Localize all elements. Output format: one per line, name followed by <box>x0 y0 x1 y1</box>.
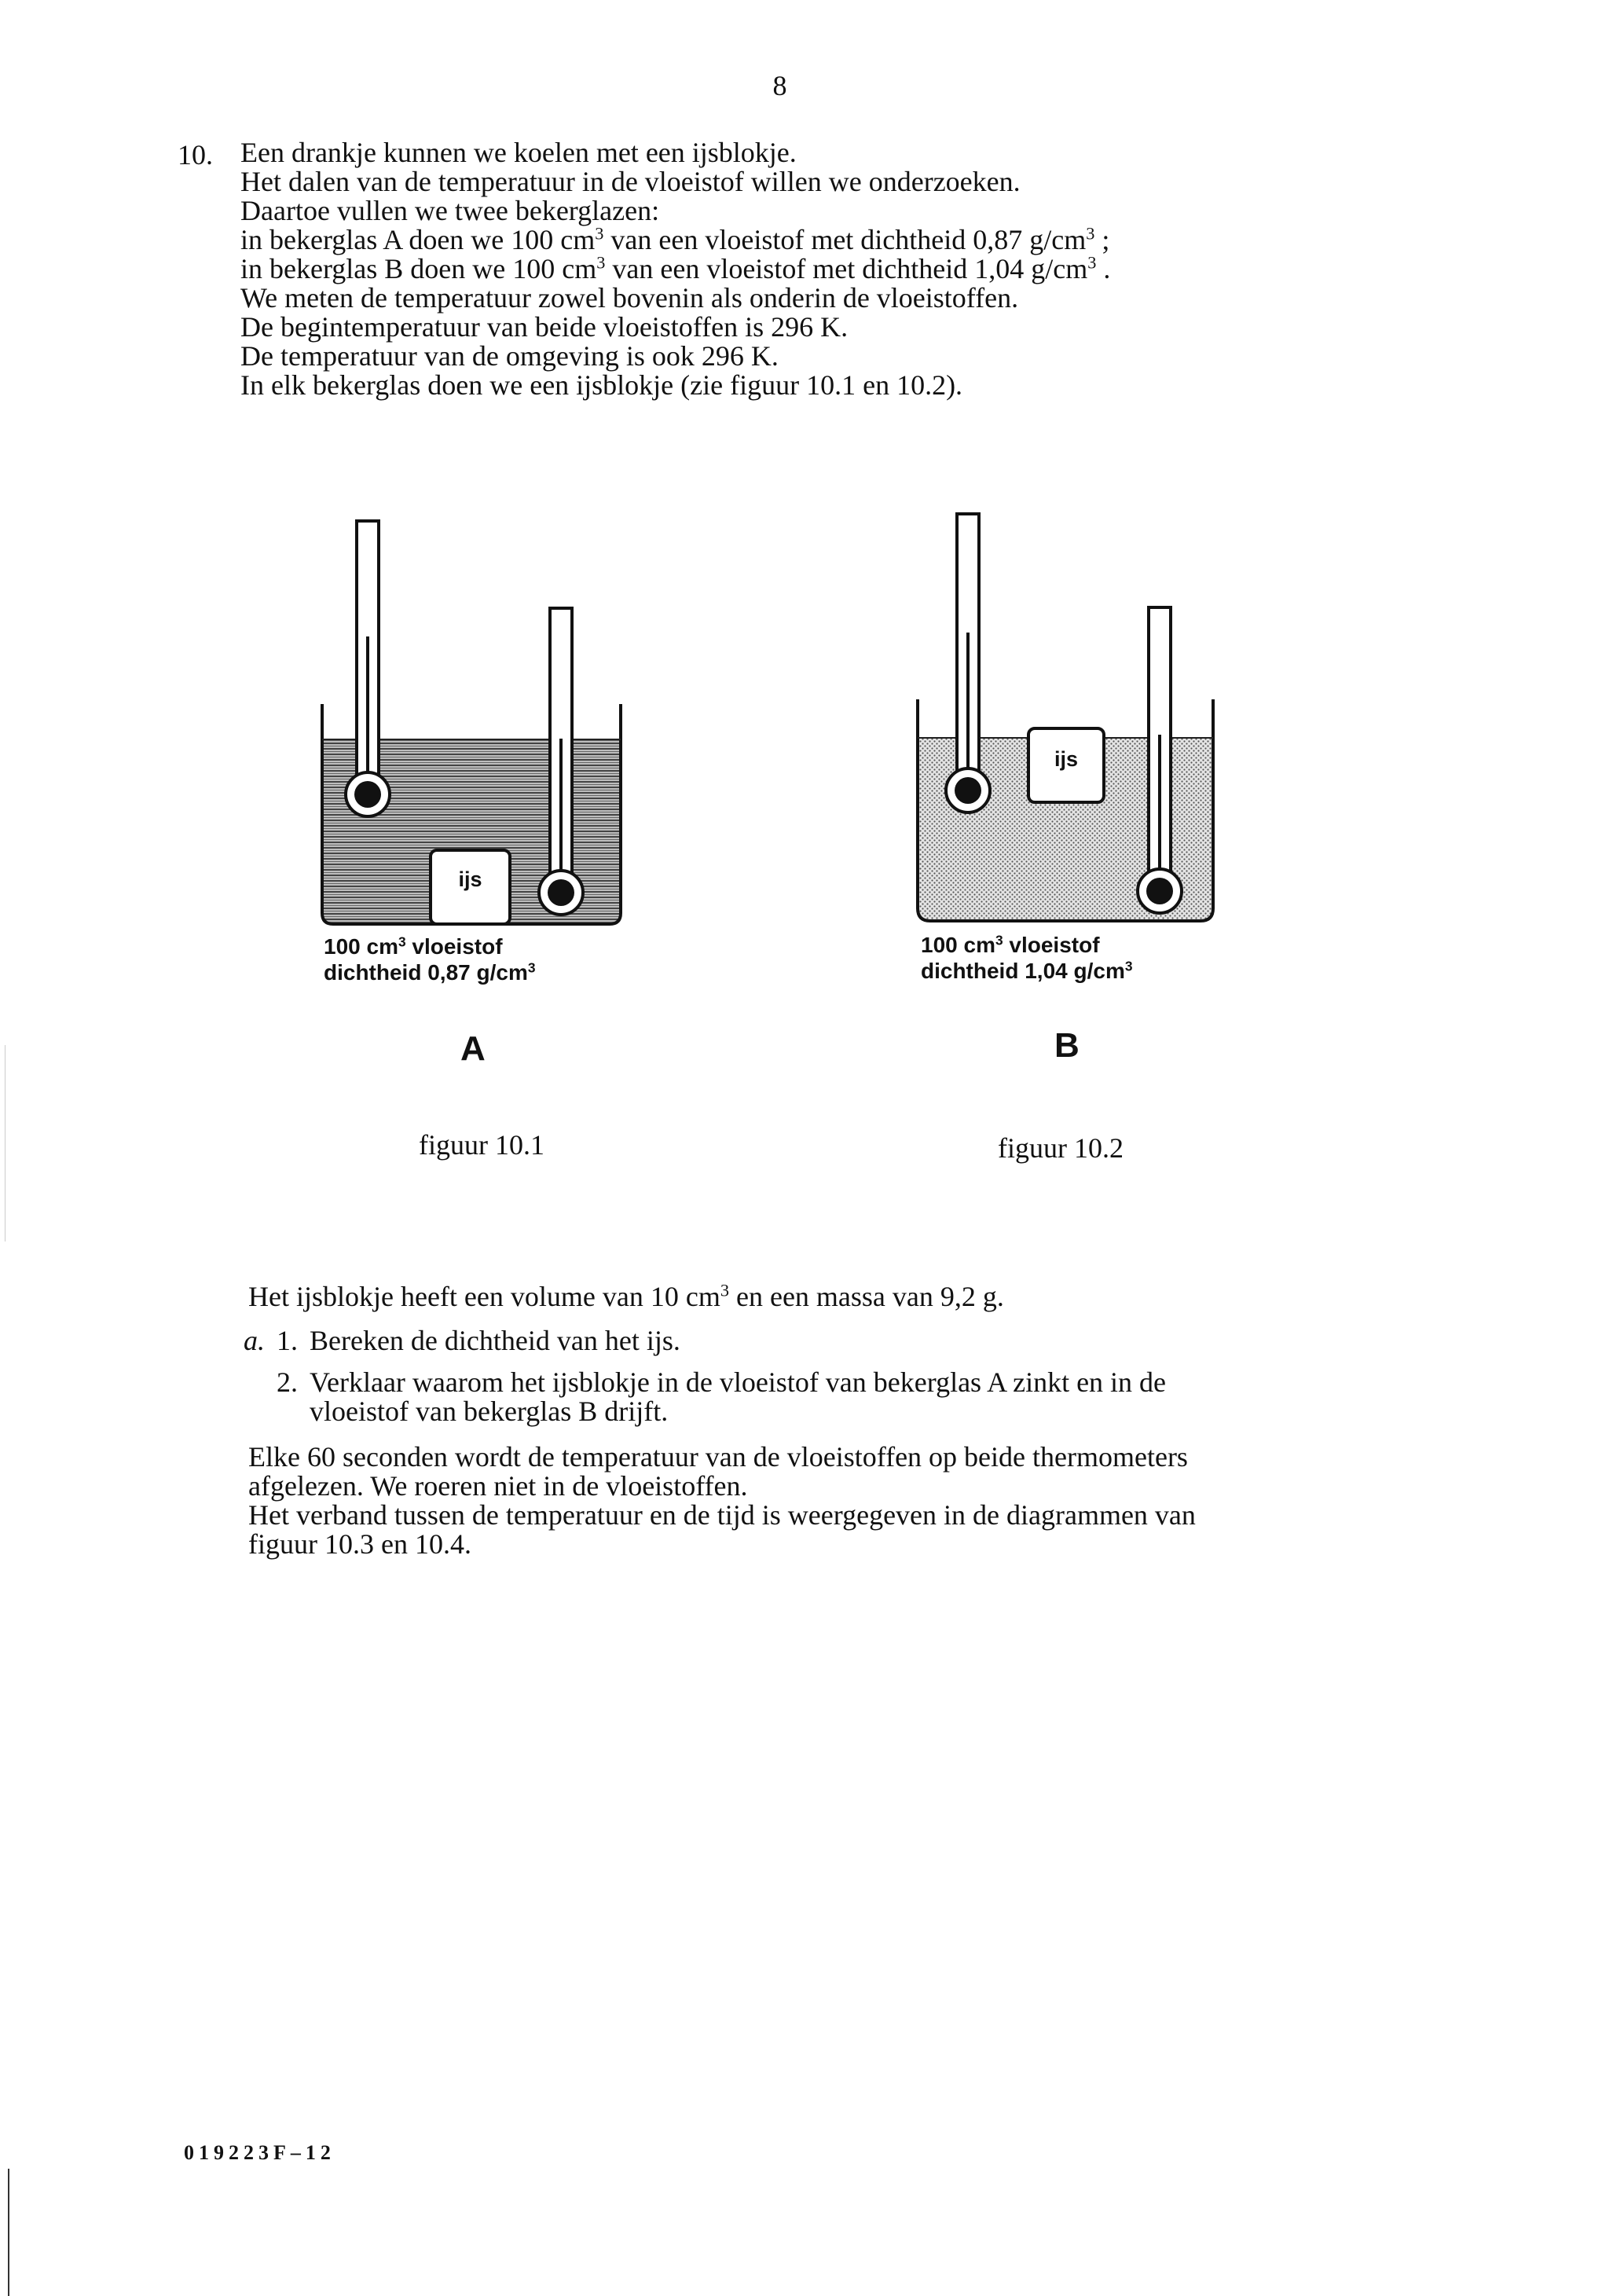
item-2-line-1: Verklaar waarom het ijsblokje in de vloeistof van bekerglas A zinkt en in de <box>310 1366 1167 1398</box>
figure-a-density: dichtheid 0,87 $g/cm^3$ <box>324 959 536 985</box>
intro-line: Een drankje kunnen we koelen met een ijsblokje. <box>240 137 797 168</box>
figure-a-legend <box>324 933 536 985</box>
question-number: 10. <box>178 139 213 171</box>
intro-line: in bekerglas A doen we 100 $cm^3$ van een vloeistof met dichtheid 0,87 $g/cm^3$ ; <box>240 223 1110 255</box>
intro-line: Het dalen van de temperatuur in de vloeistof willen we onderzoeken. <box>240 166 1021 197</box>
item-1-text: Bereken de dichtheid van het ijs. <box>310 1325 680 1356</box>
ice-info: Het ijsblokje heeft een volume van 10 $cm^3$ en een massa van 9,2 g. <box>248 1280 1004 1312</box>
intro-line: in bekerglas B doen we 100 $cm^3$ van een vloeistof met dichtheid 1,04 $g/cm^3$ . <box>240 252 1111 284</box>
beaker-a <box>322 521 621 924</box>
intro-line: We meten de temperatuur zowel bovenin als onderin de vloeistoffen. <box>240 282 1019 314</box>
part-letter: a. <box>244 1325 265 1356</box>
figure-a-volume: 100 $cm^3$ vloeistof <box>324 933 503 959</box>
closing-line: Elke 60 seconden wordt de temperatuur van de vloeistoffen op beide thermometers <box>248 1441 1188 1473</box>
figure-b-caption: figuur 10.2 <box>998 1132 1124 1164</box>
intro-line: De begintemperatuur van beide vloeistoffen is 296 K. <box>240 311 849 343</box>
figure-b-legend <box>921 932 1133 984</box>
ice-label-a: ijs <box>458 867 482 891</box>
footer-code: 019223F–12 <box>184 2141 335 2164</box>
scan-margin-line <box>8 2169 9 2296</box>
figure-b-density: dichtheid 1,04 $g/cm^3$ <box>921 958 1133 983</box>
figure-a-letter: A <box>460 1029 486 1068</box>
item-1-number: 1. <box>277 1325 298 1356</box>
item-2-number: 2. <box>277 1366 298 1398</box>
closing-line: figuur 10.3 en 10.4. <box>248 1528 471 1560</box>
beaker-b <box>918 514 1213 921</box>
item-2-line-2: vloeistof van bekerglas B drijft. <box>310 1396 669 1427</box>
closing-paragraph <box>248 1443 1196 1559</box>
closing-line: afgelezen. We roeren niet in de vloeistoffen. <box>248 1470 748 1502</box>
intro-line: In elk bekerglas doen we een ijsblokje (zie figuur 10.1 en 10.2). <box>240 369 963 401</box>
figure-b-volume: 100 $cm^3$ vloeistof <box>921 932 1100 957</box>
page-number: 8 <box>772 70 787 101</box>
intro-line: Daartoe vullen we twee bekerglazen: <box>240 195 660 226</box>
ice-label-b: ijs <box>1054 747 1079 771</box>
figure-b-letter: B <box>1054 1026 1080 1065</box>
closing-line: Het verband tussen de temperatuur en de tijd is weergegeven in de diagrammen van <box>248 1499 1196 1531</box>
intro-line: De temperatuur van de omgeving is ook 296 K. <box>240 340 779 372</box>
figure-a-caption: figuur 10.1 <box>419 1129 544 1161</box>
